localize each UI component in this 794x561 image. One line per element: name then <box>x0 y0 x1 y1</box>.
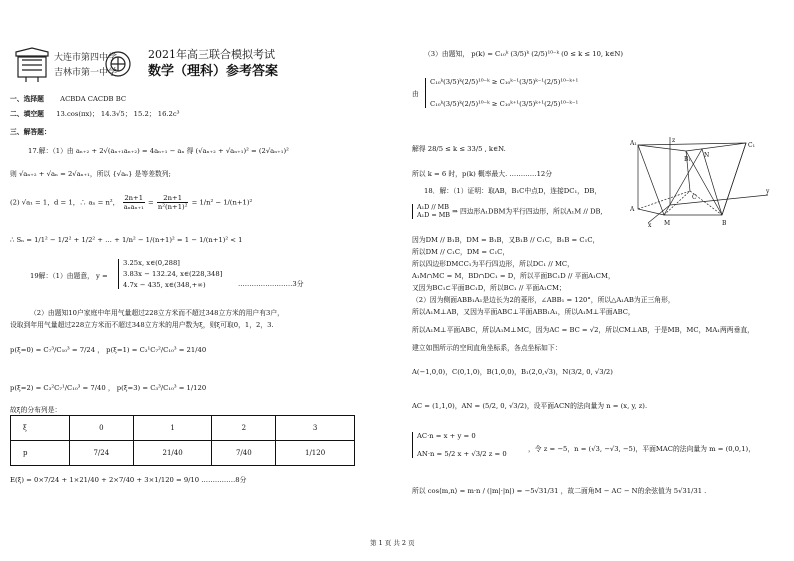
q19-3-system <box>425 78 578 108</box>
q19-3-solve: 解得 28/5 ≤ k ≤ 33/5 , k∈N. <box>412 145 506 153</box>
q18-l8: （2）因为侧面ABB₁A₁是边长为2的菱形，∠ABB₁ = 120°，所以△A₁AB为正三角形， <box>412 296 675 304</box>
part2-heading: 二、填空题 <box>10 110 44 118</box>
table-row <box>11 441 355 466</box>
svg-text:C: C <box>692 194 697 201</box>
part1-heading: 一、选择题 <box>10 95 44 103</box>
school-logo <box>10 44 132 86</box>
q18-sys1: AC·n = x + y = 0 <box>417 432 476 440</box>
q18-l2b: A₁D = MB <box>417 210 450 219</box>
q18-l10: 所以A₁M⊥平面ABC，所以A₁M⊥MC，因为AC = BC = √2，所以CM⊥AB，于是MB，MC，MA₁两两垂直， <box>412 326 754 334</box>
q18-l12: A(−1,0,0)，C(0,1,0)，B(1,0,0)，B₁(2,0,√3)，N(3/2, 0, √3/2) <box>412 368 613 376</box>
part1-row <box>10 95 126 103</box>
svg-text:C₁: C₁ <box>748 142 755 149</box>
q18-l1: 18．解：（1）证明：取AB，B₁C中点D，连接DC₁，DB， <box>424 187 602 195</box>
q19-p3: 设取到年用气量超过228立方米而不超过348立方米的用户数为ξ，则ξ可取0，1，2，3. <box>10 321 274 329</box>
table-cell: 1 <box>133 416 212 441</box>
q19-dist-title: 故ξ的分布列是： <box>10 406 62 414</box>
svg-text:A₁: A₁ <box>630 140 637 147</box>
svg-text:吉林市第一中学: 吉林市第一中学 <box>54 68 118 78</box>
table-cell: 21/40 <box>133 441 212 466</box>
q19-3-line1: （3）由题知， p(k) = C₁₀ᵏ (3/5)ᵏ (2/5)¹⁰⁻ᵏ (0 ≤ k ≤ 10, k∈N) <box>424 50 623 58</box>
page-footer: 第 1 页 共 2 页 <box>370 539 415 547</box>
q18-l5: 所以四边形DMCC₁为平行四边形，所以DC₁ // MC， <box>412 260 574 268</box>
q19-y-symbol: y = <box>96 272 108 280</box>
q19-case3: 4.7x − 435, x∈(348,+∞) <box>123 281 206 290</box>
answer-title: 数学（理科）参考答案 <box>148 64 279 79</box>
table-cell: ξ <box>11 416 70 441</box>
q18-l11: 建立如图所示的空间直角坐标系，各点坐标如下： <box>412 344 562 352</box>
table-cell: 7/24 <box>70 441 134 466</box>
svg-text:x: x <box>648 222 652 227</box>
q19-expectation: E(ξ) = 0×7/24 + 1×21/40 + 2×7/40 + 3×1/120 = 9/10 ……………8分 <box>10 476 247 484</box>
q18-l3: 因为DM // B₁B，DM = B₁B，又B₁B // C₁C，B₁B = C₁C， <box>412 236 600 244</box>
q19-points1: ……………………3分 <box>238 280 304 288</box>
distribution-table <box>10 415 355 466</box>
q18-l15: 所以 cos⟨m,n⟩ = m·n / (|m|·|n|) = −5√31/31 ，故二面角M − AC − N的余弦值为 5√31/31 . <box>412 487 707 495</box>
part1-answers: ACBDA CACDB BC <box>60 95 127 103</box>
q17-eq3-tail: = 1/n² − 1/(n+1)² <box>191 198 253 207</box>
svg-text:B₁: B₁ <box>684 156 691 163</box>
q18-l2 <box>412 204 603 219</box>
svg-text:z: z <box>672 137 676 144</box>
table-cell: 7/40 <box>212 441 276 466</box>
q17-frac-b: $\frac{2n+1}{\text{n²(n+1)²}}$ <box>157 194 188 212</box>
q19-3-ineq2: C₁₀ᵏ(3/5)ᵏ(2/5)¹⁰⁻ᵏ ≥ C₁₀ᵏ⁺¹(3/5)ᵏ⁺¹(2/5)¹⁰⁻ᵏ⁻¹ <box>430 100 579 109</box>
q18-l4: 所以DM // C₁C，DM = C₁C， <box>412 248 510 256</box>
q17-line3: (2) √a₁ = 1，d = 1，∴ aₙ = n²， <box>10 198 120 207</box>
svg-text:N: N <box>704 152 710 159</box>
q17-line2: 则 √aₙ₊₂ + √aₙ = 2√aₙ₊₁，所以 {√aₙ} 是等差数列; <box>10 170 171 178</box>
q18-system <box>412 432 507 458</box>
q18-sys2: AN·n = 5/2 x + √3/2 z = 0 <box>417 450 507 459</box>
svg-text:M: M <box>664 220 671 227</box>
q18-l13: AC = (1,1,0)，AN = (5/2, 0, √3/2)，设平面ACN的法向量为 n = (x, y, z). <box>412 402 648 410</box>
exam-title: 2021年高三联合模拟考试 <box>148 48 275 61</box>
q19-prob2: p(ξ=2) = C₃²C₇¹/C₁₀³ = 7/40 ， p(ξ=3) = C₃³/C₁₀³ = 1/120 <box>10 384 207 392</box>
part3-heading: 三、解答题： <box>10 128 51 136</box>
q18-l2c: ⇒ 四边形A₁DBM为平行四边形，所以A₁M // DB, <box>452 207 603 216</box>
table-cell: p <box>11 441 70 466</box>
q19-prob1: p(ξ=0) = C₇³/C₁₀³ = 7/24 ， p(ξ=1) = C₃¹C₇²/C₁₀³ = 21/40 <box>10 346 207 354</box>
part2-row <box>10 110 179 118</box>
q17-frac-a: $\frac{2n+1}{\text{aₙaₙ₊₁}}$ <box>123 194 144 212</box>
q17-line3-row: (2) √a₁ = 1，d = 1，∴ aₙ = n²， $\frac{2n+1}{\text{aₙaₙ₊₁}}$ = $\frac{2n+1}{\text{n²(n+1)²}}$ = 1/n² − 1/(n+1)² <box>10 194 253 212</box>
table-cell: 2 <box>212 416 276 441</box>
q19-case2: 3.83x − 132.24, x∈(228,348] <box>123 270 223 279</box>
q18-l14: ，令 z = −5，n = (√3, −√3, −5)，平面MAC的法向量为 m = (0,0,1)， <box>528 445 755 453</box>
svg-text:y: y <box>766 188 770 195</box>
table-row <box>11 416 355 441</box>
q19-piecewise <box>118 259 222 289</box>
svg-text:大连市第四中学: 大连市第四中学 <box>54 53 118 63</box>
q17-line4: ∴ Sₙ = 1/1² − 1/2² + 1/2² + … + 1/n² − 1/(n+1)² = 1 − 1/(n+1)² < 1 <box>10 236 243 244</box>
q19-3-you: 由 <box>412 90 419 98</box>
q17-line1: 17.解：（1）由 aₙ₊₂ + 2√(aₙ₊₁aₙ₊₂) = 4aₙ₊₁ − aₙ 得 (√aₙ₊₂ + √aₙ₊₁)² = (2√aₙ₊₁)² <box>28 147 289 155</box>
q19-intro: 19解：（1）由题意， <box>30 272 94 280</box>
q19-3-conclusion: 所以 k = 6 时，p(k) 概率最大. …………12分 <box>412 170 553 178</box>
q18-l6: A₁M∩MC = M，BD∩DC₁ = D，所以平面BC₁D // 平面A₁CM， <box>412 272 615 280</box>
q18-l7: 又因为BC₁⊂平面BC₁D，所以BC₁ // 平面A₁CM； <box>412 284 566 292</box>
q19-p2: （2）由题知10户家庭中年用气量超过228立方米而不超过348立方米的用户有3户， <box>30 309 284 317</box>
prism-figure <box>628 135 776 227</box>
svg-text:A: A <box>630 206 635 213</box>
table-cell: 1/120 <box>276 441 355 466</box>
q19-case1: 3.25x, x∈(0,288] <box>123 259 180 267</box>
svg-text:B: B <box>722 220 727 227</box>
q19-3-ineq1: C₁₀ᵏ(3/5)ᵏ(2/5)¹⁰⁻ᵏ ≥ C₁₀ᵏ⁻¹(3/5)ᵏ⁻¹(2/5)¹⁰⁻ᵏ⁺¹ <box>430 78 579 86</box>
q18-l9: 所以A₁M⊥AB，又因为平面ABC⊥平面ABB₁A₁，所以A₁M⊥平面ABC， <box>412 308 635 316</box>
part2-answers: 13.cos(πx)； 14.3√5； 15.2； 16.2c³ <box>56 110 180 118</box>
table-cell: 0 <box>70 416 134 441</box>
table-cell: 3 <box>276 416 355 441</box>
q18-l2a: A₁D // MB <box>417 203 449 211</box>
